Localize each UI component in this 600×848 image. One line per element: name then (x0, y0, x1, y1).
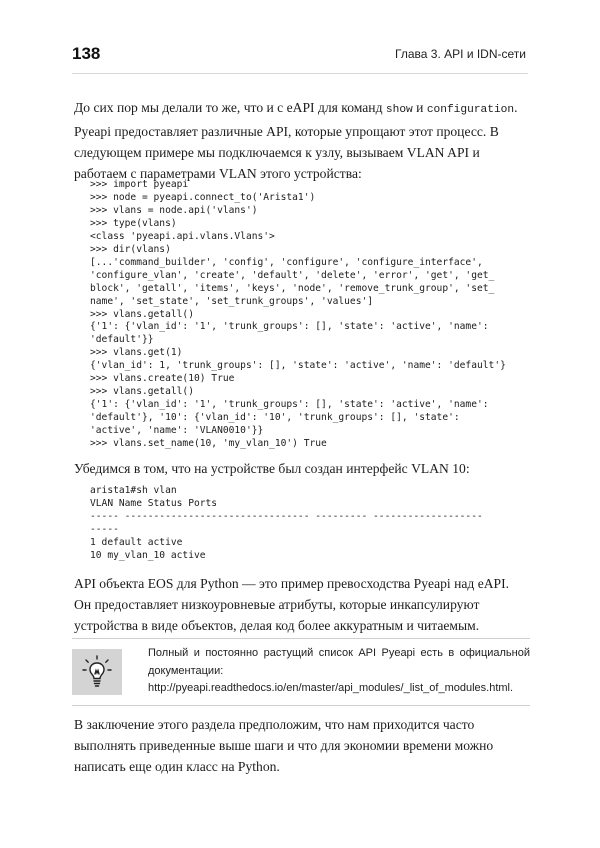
intro-paragraph (74, 97, 528, 184)
inline-code-configuration: configuration (426, 104, 515, 116)
cli-output-listing: arista1#sh vlan VLAN Name Status Ports ----- -------------------------------- --------- ------------------- ----- 1 default active 10 my_vlan_10 active (90, 485, 483, 561)
intro-text-3: . Pyeapi предоставляет различные API, которые упрощают этот процесс. В следующем примере мы подключаемся к узлу, вызываем VLAN API и работаем с параметрами VLAN этого устройства: (74, 100, 518, 181)
header-divider (72, 73, 528, 74)
tip-note (72, 638, 530, 706)
python-code-listing: >>> import pyeapi >>> node = pyeapi.connect_to('Arista1') >>> vlans = node.api('vlans') >>> type(vlans) <class 'pyeapi.api.vlans.Vlans'> >>> dir(vlans) [...'command_builder', 'config', 'configure', 'configure_interface', 'configure_vlan', 'create', 'default', 'delete', 'error', 'get', 'get_ block', 'getall', 'items', 'keys', 'node', 'remove_trunk_group', 'set_ name', 'set_state', 'set_trunk_groups', 'values'] >>> vlans.getall() {'1': {'vlan_id': '1', 'trunk_groups': [], 'state': 'active', 'name': 'default'}} >>> vlans.get(1) {'vlan_id': 1, 'trunk_groups': [], 'state': 'active', 'name': 'default'} >>> vlans.create(10) True >>> vlans.getall() {'1': {'vlan_id': '1', 'trunk_groups': [], 'state': 'active', 'name': 'default'}, '10': {'vlan_id': '10', 'trunk_groups': [], 'state': 'active', 'name': 'VLAN0010'}} >>> vlans.set_name(10, 'my_vlan_10') True (90, 179, 506, 450)
intro-text-2: и (412, 100, 427, 115)
verify-paragraph: Убедимся в том, что на устройстве был создан интерфейс VLAN 10: (74, 461, 470, 476)
tip-text: Полный и постоянно растущий список API Pyeapi есть в официальной документации: http://pyeapi.readthedocs.io/en/master/api_modules/_list_of_modules.html. (148, 647, 530, 694)
intro-text-1: До сих пор мы делали то же, что и с eAPI для команд (74, 100, 386, 115)
eos-paragraph: API объекта EOS для Python — это пример превосходства Pyeapi над eAPI. Он предоставляет низкоуровневые атрибуты, которые инкапсулируют устройства в виде объектов, делая код более аккуратным и читаемым. (74, 576, 510, 633)
conclusion-paragraph: В заключение этого раздела предположим, что нам приходится часто выполнять приведенные выше шаги и что для экономии времени можно написать еще один класс на Python. (74, 717, 494, 774)
lightbulb-icon (82, 655, 112, 689)
inline-code-show: show (385, 104, 413, 116)
running-head: Глава 3. API и IDN-сети (395, 47, 526, 61)
tip-icon-box (72, 649, 122, 695)
page-number: 138 (72, 44, 101, 63)
